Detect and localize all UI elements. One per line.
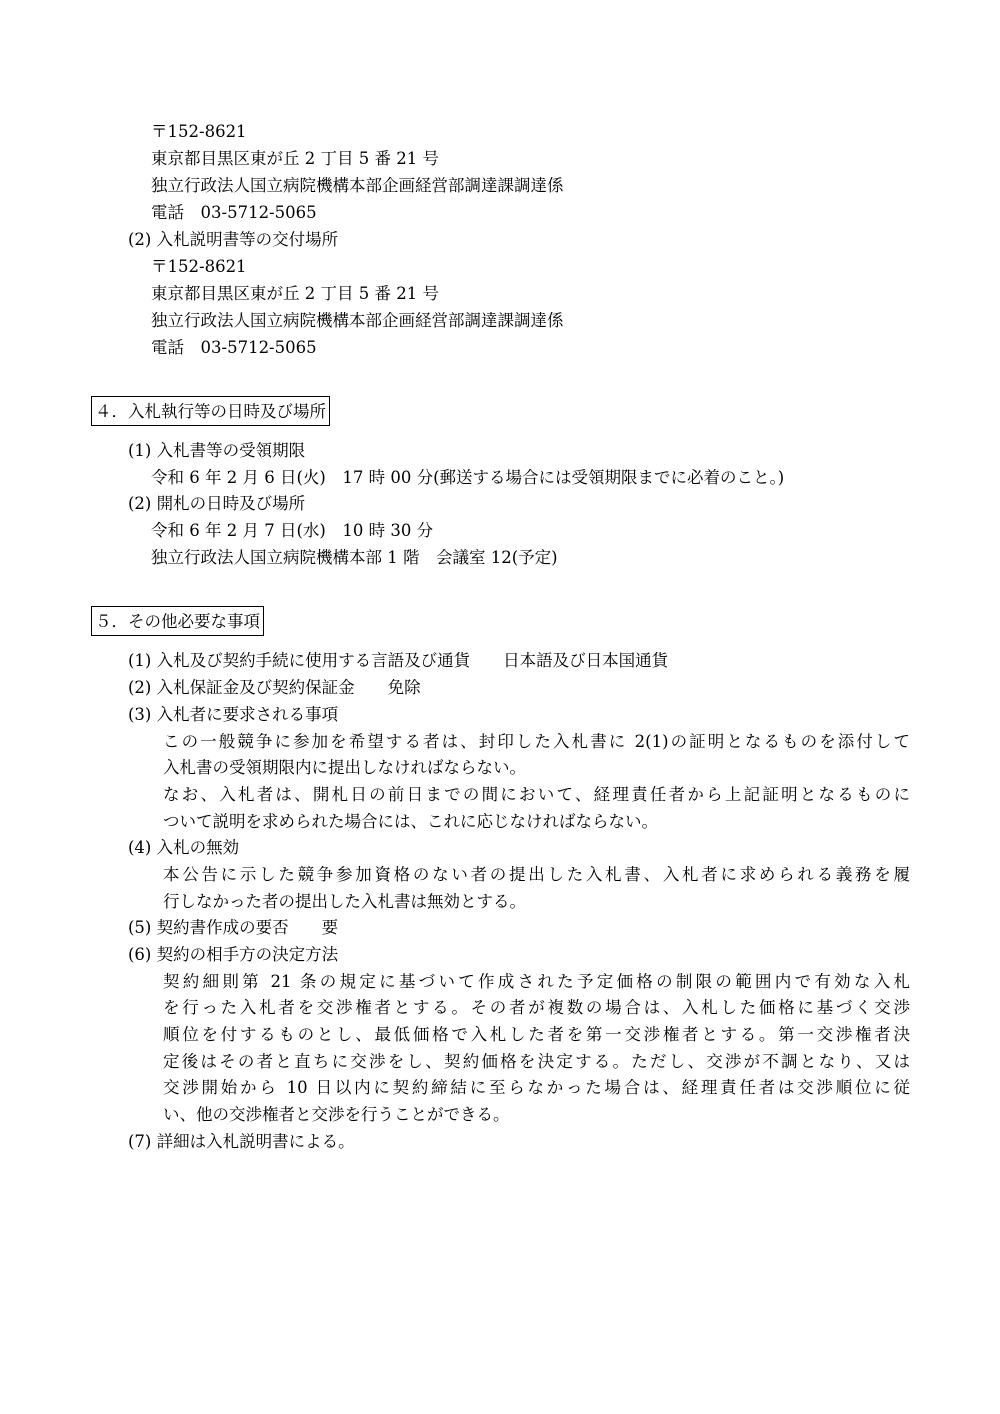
organization: 独立行政法人国立病院機構本部企画経営部調達課調達係 <box>151 311 564 330</box>
paragraph-line: ついて説明を求められた場合には、これに応じなければならない。 <box>163 812 658 831</box>
item-label: (1) 入札書等の受領期限 <box>128 441 306 460</box>
section-4-heading: ４．入札執行等の日時及び場所 <box>91 396 330 426</box>
organization: 独立行政法人国立病院機構本部企画経営部調達課調達係 <box>151 176 564 195</box>
paragraph-line: 契約細則第 21 条の規定に基づいて作成された予定価格の制限の範囲内で有効な入札 <box>163 972 910 991</box>
paragraph-line: 本公告に示した競争参加資格のない者の提出した入札書、入札者に求められる義務を履 <box>163 865 910 884</box>
address: 東京都目黒区東が丘 2 丁目 5 番 21 号 <box>151 149 439 168</box>
item-label: (7) 詳細は入札説明書による。 <box>128 1132 355 1151</box>
postal-code: 〒152-8621 <box>151 122 247 141</box>
item-label: (2) 開札の日時及び場所 <box>128 494 306 513</box>
postal-code: 〒152-8621 <box>151 257 247 276</box>
item-label: (6) 契約の相手方の決定方法 <box>128 945 339 964</box>
paragraph-line: 交渉開始から 10 日以内に契約締結に至らなかった場合は、経理責任者は交渉順位に従 <box>163 1078 910 1097</box>
item-label: (1) 入札及び契約手続に使用する言語及び通貨 日本語及び日本国通貨 <box>128 651 669 670</box>
paragraph-line: なお、入札者は、開札日の前日までの間において、経理責任者から上記証明となるものに <box>163 785 910 804</box>
item-label: (2) 入札説明書等の交付場所 <box>128 230 339 249</box>
item-label: (3) 入札者に要求される事項 <box>128 705 339 724</box>
paragraph-line: を行った入札者を交渉権者とする。その者が複数の場合は、入札した価格に基づく交渉 <box>163 998 911 1017</box>
item-label: (4) 入札の無効 <box>128 838 240 857</box>
paragraph-line: 入札書の受領期限内に提出しなければならない。 <box>163 758 526 777</box>
phone: 電話 03-5712-5065 <box>151 338 317 357</box>
opening-datetime: 令和 6 年 2 月 7 日(水) 10 時 30 分 <box>151 521 434 540</box>
address: 東京都目黒区東が丘 2 丁目 5 番 21 号 <box>151 284 439 303</box>
deadline-text: 令和 6 年 2 月 6 日(火) 17 時 00 分(郵送する場合には受領期限までに必着のこと。) <box>151 468 785 487</box>
paragraph-line: 定後はその者と直ちに交渉をし、契約価格を決定する。ただし、交渉が不調となり、又は <box>163 1052 910 1071</box>
paragraph-line: 行しなかった者の提出した入札書は無効とする。 <box>163 892 526 911</box>
paragraph-line: い、他の交渉権者と交渉を行うことができる。 <box>163 1105 510 1124</box>
paragraph-line: この一般競争に参加を希望する者は、封印した入札書に 2(1)の証明となるものを添付して <box>163 732 910 751</box>
phone: 電話 03-5712-5065 <box>151 203 317 222</box>
item-label: (2) 入札保証金及び契約保証金 免除 <box>128 678 421 697</box>
paragraph-line: 順位を付するものとし、最低価格で入札した者を第一交渉権者とする。第一交渉権者決 <box>163 1025 911 1044</box>
section-5-heading: ５．その他必要な事項 <box>91 606 264 636</box>
opening-location: 独立行政法人国立病院機構本部 1 階 会議室 12(予定) <box>151 548 558 567</box>
item-label: (5) 契約書作成の要否 要 <box>128 918 339 937</box>
